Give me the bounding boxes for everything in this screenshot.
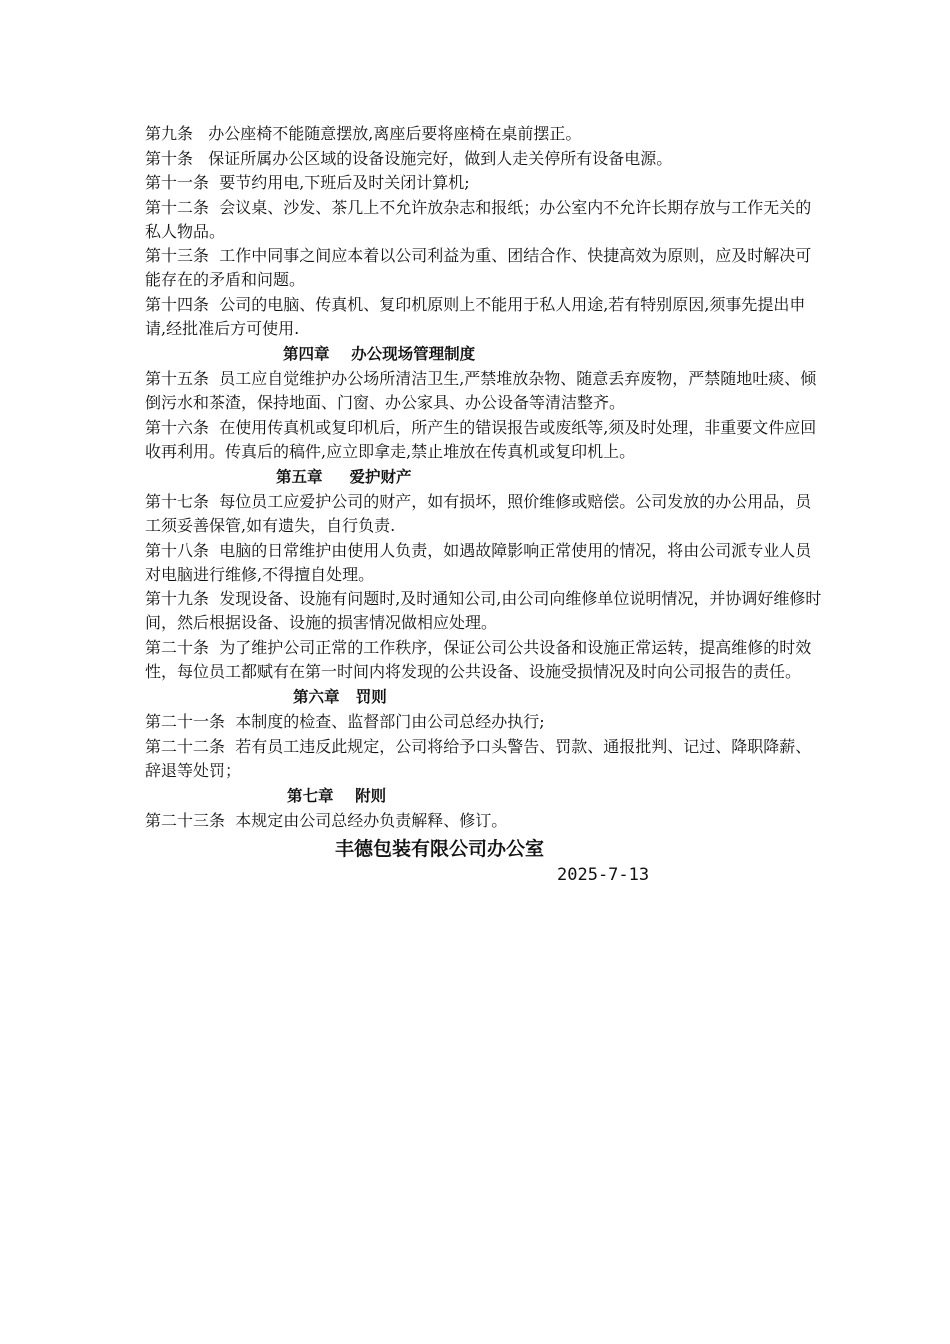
article-number: 第十五条	[145, 369, 220, 388]
article-text: 要节约用电,下班后及时关闭计算机;	[219, 173, 470, 192]
article-text: 为了维护公司正常的工作秩序，保证公司公共设备和设施正常运转，提高维修的时效性，每位员工都赋有在第一时间内将发现的公共设备、设施受损情况及时向公司报告的责任。	[145, 637, 812, 681]
article-number: 第十九条	[145, 589, 220, 608]
article-text: 会议桌、沙发、茶几上不允许放杂志和报纸；办公室内不允许长期存放与工作无关的私人物品。	[145, 197, 812, 241]
article-20	[145, 636, 825, 684]
article-text: 电脑的日常维护由使用人负责，如遇故障影响正常使用的情况，将由公司派专业人员对电脑进行维修,不得擅自处理。	[145, 540, 812, 584]
article-text: 本规定由公司总经办负责解释、修订。	[235, 811, 508, 830]
article-text: 保证所属办公区域的设备设施完好，做到人走关停所有设备电源。	[208, 148, 673, 168]
article-number: 第二十二条	[145, 736, 236, 756]
article-text: 发现设备、设施有问题时,及时通知公司,由公司向维修单位说明情况，并协调好维修时间，然后根据设备、设施的损害情况做相应处理。	[145, 589, 822, 632]
article-9	[145, 122, 825, 146]
article-number: 第十条	[145, 148, 209, 168]
article-10	[145, 147, 825, 171]
article-text: 公司的电脑、传真机、复印机原则上不能用于私人用途,若有特别原因,须事先提出申请,经批准后方可使用.	[145, 294, 806, 338]
article-text: 办公座椅不能随意摆放,离座后要将座椅在桌前摆正。	[208, 124, 582, 143]
article-13	[145, 244, 825, 292]
article-text: 在使用传真机或复印机后，所产生的错误报告或废纸等,须及时处理，非重要文件应回收再利用。传真后的稿件,应立即拿走,禁止堆放在传真机或复印机上。	[145, 417, 817, 461]
article-number: 第二十条	[145, 637, 220, 657]
signature-date: 2025-7-13	[557, 865, 650, 885]
article-number: 第十一条	[145, 173, 220, 192]
article-11	[145, 171, 825, 195]
article-17	[145, 490, 825, 538]
article-number: 第十二条	[145, 197, 220, 217]
article-number: 第十八条	[145, 540, 220, 560]
article-number: 第二十一条	[145, 712, 236, 731]
article-number: 第十七条	[145, 492, 220, 511]
chapter-5-heading: 第五章 爱护财产	[276, 468, 412, 486]
article-text: 若有员工违反此规定，公司将给予口头警告、罚款、通报批判、记过、降职降薪、辞退等处罚；	[145, 736, 812, 780]
chapter-7-heading: 第七章 附则	[287, 787, 387, 805]
article-19	[145, 587, 825, 635]
article-22	[145, 735, 825, 783]
article-15	[145, 367, 825, 415]
article-text: 工作中同事之间应本着以公司利益为重、团结合作、快捷高效为原则，应及时解决可能存在的矛盾和问题。	[145, 246, 812, 289]
article-14	[145, 293, 825, 341]
article-number: 第十三条	[145, 246, 220, 265]
article-12	[145, 196, 825, 244]
article-text: 本制度的检查、监督部门由公司总经办执行;	[235, 712, 545, 731]
article-number: 第二十三条	[145, 811, 236, 830]
article-23	[145, 809, 825, 833]
document-page	[145, 122, 825, 887]
chapter-6-heading: 第六章 罚则	[293, 688, 387, 706]
chapter-4-heading: 第四章 办公现场管理制度	[283, 345, 476, 363]
article-21	[145, 710, 825, 734]
article-number: 第九条	[145, 124, 209, 143]
article-18	[145, 539, 825, 587]
article-number: 第十四条	[145, 294, 220, 314]
article-text: 每位员工应爱护公司的财产，如有损坏，照价维修或赔偿。公司发放的办公用品，员工须妥善保管,如有遗失，自行负责.	[145, 492, 812, 535]
article-text: 员工应自觉维护办公场所清洁卫生,严禁堆放杂物、随意丢弃废物，严禁随地吐痰、倾倒污水和茶渣，保持地面、门窗、办公家具、办公设备等清洁整齐。	[145, 369, 817, 412]
article-16	[145, 416, 825, 464]
signature-company: 丰德包装有限公司办公室	[335, 838, 545, 860]
article-number: 第十六条	[145, 417, 220, 437]
